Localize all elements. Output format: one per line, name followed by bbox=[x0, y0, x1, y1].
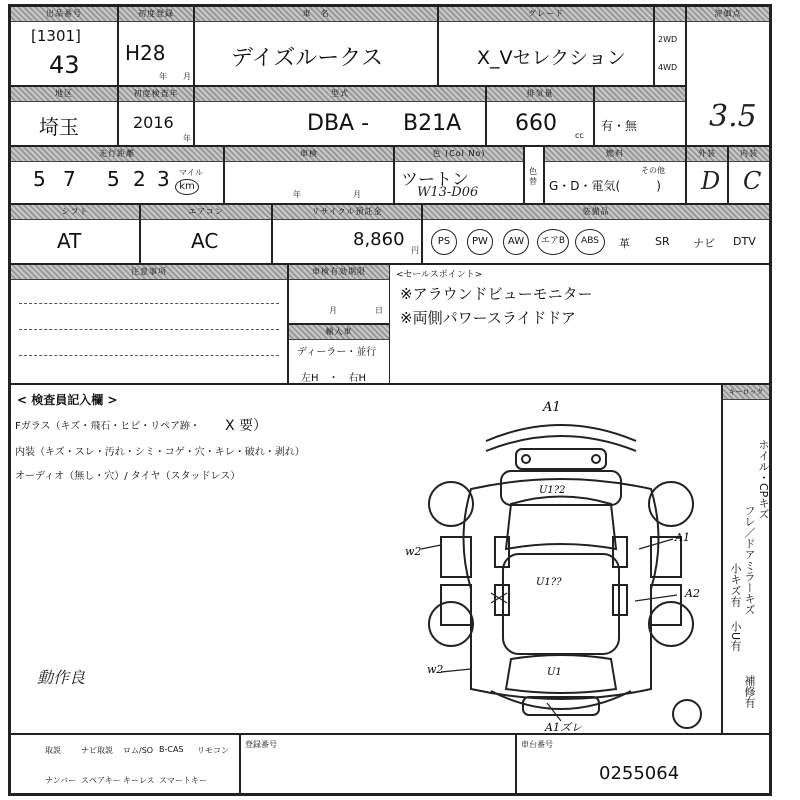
drive-2wd: 2WD bbox=[658, 35, 678, 44]
inspector-glass: Fガラス（キズ・飛石・ヒビ・リペア跡・ bbox=[15, 421, 201, 432]
damage-u1-top: U1?2 bbox=[539, 485, 566, 496]
score-box bbox=[686, 6, 770, 146]
damage-u1-bottom: U1 bbox=[547, 667, 562, 678]
region-value: 埼玉 bbox=[39, 115, 79, 139]
interior-header: 内装 bbox=[729, 147, 769, 162]
grade-header: グレード bbox=[439, 7, 653, 22]
fuel-header: 燃料 bbox=[545, 147, 685, 162]
side-note-4: 小U有 bbox=[729, 621, 742, 652]
side-note-5: 補修有 bbox=[743, 675, 756, 708]
sales-box bbox=[390, 264, 770, 384]
shaken-y: 年 bbox=[293, 190, 301, 199]
reg-header: 登録番号 bbox=[245, 740, 277, 749]
color-code: W13-D06 bbox=[417, 185, 479, 200]
equip-abs: ABS bbox=[575, 229, 605, 255]
sales-point-2: ※両側パワースライドドア bbox=[400, 309, 576, 327]
fuel-other: その他 bbox=[641, 166, 665, 175]
km-digit-4: 3 bbox=[157, 167, 170, 191]
expiry-header: 車検有効期限 bbox=[289, 265, 389, 280]
equipment-box bbox=[422, 204, 770, 264]
equip-ps: PS bbox=[431, 229, 457, 255]
km-unit-mile: マイル bbox=[179, 168, 203, 177]
drive-box bbox=[654, 6, 686, 86]
km-digit-0: 5 bbox=[33, 167, 46, 191]
lot-header: 出品番号 bbox=[11, 7, 117, 22]
damage-a1-top: A1 bbox=[543, 400, 561, 415]
km-unit-km: km bbox=[175, 179, 199, 195]
reg-box bbox=[240, 734, 516, 794]
year-m: 月 bbox=[183, 72, 191, 81]
cc-box bbox=[486, 86, 594, 146]
lot-number: [1301] bbox=[31, 27, 81, 45]
equip-sr: SR bbox=[655, 235, 670, 248]
km-digit-2: 5 bbox=[107, 167, 120, 191]
aircon-value: AC bbox=[191, 229, 219, 253]
inspector-hand-note: 動作良 bbox=[37, 668, 86, 687]
fuel-box bbox=[544, 146, 686, 204]
key-header: キーロック bbox=[723, 385, 769, 400]
side-note-3: 小キズ有 bbox=[729, 563, 742, 607]
notes-line bbox=[19, 329, 279, 330]
equip-navi: ナビ bbox=[693, 237, 715, 250]
side-note-2: フレ／ドアミラーキズ bbox=[743, 505, 756, 615]
footer-item: リモコン bbox=[197, 746, 229, 755]
recycle-unit: 円 bbox=[411, 246, 419, 255]
expiry-m: 月 bbox=[329, 306, 337, 315]
cc-header: 排気量 bbox=[487, 87, 593, 102]
notes-box bbox=[10, 264, 288, 384]
year-era: H28 bbox=[125, 41, 166, 65]
footer-checklist bbox=[10, 734, 240, 794]
drive-header bbox=[655, 7, 685, 22]
equip-aw: AW bbox=[503, 229, 529, 255]
damage-a1-bottom: A1ズレ bbox=[545, 721, 582, 734]
trans-label: 色替 bbox=[529, 167, 537, 186]
grade-value: X_Vセレクション bbox=[477, 47, 626, 69]
grade-box bbox=[438, 6, 654, 86]
year-box bbox=[118, 6, 194, 86]
aircon-box bbox=[140, 204, 272, 264]
damage-a1-right: A1 bbox=[675, 531, 690, 544]
color-header: 色 (Col No) bbox=[395, 147, 523, 162]
ext-score-header: 外装 bbox=[687, 147, 727, 162]
notes-line bbox=[19, 355, 279, 356]
inspector-header: < 検査員記入欄 > bbox=[17, 393, 118, 407]
cc-unit: cc bbox=[575, 131, 584, 140]
expiry-d: 日 bbox=[375, 306, 383, 315]
inspection-sheet bbox=[8, 4, 772, 796]
model-value2: B21A bbox=[403, 111, 462, 136]
lot-box bbox=[10, 6, 118, 86]
ext-score-value: D bbox=[701, 167, 721, 195]
fiscal-value: 2016 bbox=[133, 113, 174, 132]
region-box bbox=[10, 86, 118, 146]
yesno-box bbox=[594, 86, 686, 146]
model-value: DBA - bbox=[307, 111, 370, 136]
damage-w2-left: w2 bbox=[405, 545, 422, 558]
recycle-box bbox=[272, 204, 422, 264]
car-diagram bbox=[405, 389, 711, 734]
drive-4wd: 4WD bbox=[658, 63, 678, 72]
import-header: 輸入車 bbox=[289, 325, 389, 340]
interior-value: C bbox=[743, 167, 762, 195]
shift-value: AT bbox=[57, 229, 82, 253]
equip-pw: PW bbox=[467, 229, 493, 255]
equipment-header: 装備品 bbox=[423, 205, 769, 220]
score-value: 3.5 bbox=[709, 99, 757, 134]
footer-item: B-CAS bbox=[159, 745, 184, 754]
color-value: ツートン bbox=[401, 170, 469, 190]
region-header: 地区 bbox=[11, 87, 117, 102]
sales-point-1: ※アラウンドビューモニター bbox=[400, 285, 593, 303]
model-header: 型式 bbox=[195, 87, 485, 102]
equip-airbag: エアB bbox=[537, 229, 569, 255]
footer-item: ロム/SO bbox=[123, 746, 154, 755]
trans-box bbox=[524, 146, 544, 204]
km-box bbox=[10, 146, 224, 204]
expiry-box bbox=[288, 264, 390, 324]
car-name: デイズルークス bbox=[231, 46, 384, 71]
equip-leather: 革 bbox=[619, 237, 630, 250]
aircon-header: エアコン bbox=[141, 205, 271, 220]
footer-item: 取説 bbox=[45, 746, 61, 755]
inspector-interior: 内装（キズ・スレ・汚れ・シミ・コゲ・穴・キレ・破れ・剥れ） bbox=[15, 447, 305, 458]
side-notes-box bbox=[722, 384, 770, 734]
damage-w2-bottom: w2 bbox=[427, 663, 444, 676]
fuel-value: G・D・電気( ) bbox=[549, 179, 661, 193]
car-header: 車 名 bbox=[195, 7, 437, 22]
footer-item: ナビ取説 bbox=[81, 746, 113, 755]
yesno-header bbox=[595, 87, 685, 102]
import-handle: 左H ・ 右H bbox=[301, 373, 367, 384]
color-box bbox=[394, 146, 524, 204]
shift-header: シフト bbox=[11, 205, 139, 220]
inspector-glass-mark: X 要） bbox=[225, 418, 268, 434]
km-header: 走行距離 bbox=[11, 147, 223, 162]
year-y: 年 bbox=[159, 72, 167, 81]
recycle-value: 8,860 bbox=[353, 229, 405, 250]
frame-box bbox=[516, 734, 770, 794]
notes-line bbox=[19, 303, 279, 304]
recycle-header: リサイクル預託金 bbox=[273, 205, 421, 220]
cc-value: 660 bbox=[515, 111, 557, 136]
km-digit-3: 2 bbox=[133, 167, 146, 191]
side-note-1: ホイル・CPキズ bbox=[757, 439, 770, 520]
footer-item: キーレス bbox=[123, 776, 155, 785]
fiscal-y: 年 bbox=[183, 134, 191, 143]
shift-box bbox=[10, 204, 140, 264]
interior-box bbox=[728, 146, 770, 204]
import-box bbox=[288, 324, 390, 384]
frame-header: 車台番号 bbox=[521, 740, 553, 749]
fiscal-box bbox=[118, 86, 194, 146]
footer-item: スペアキー bbox=[81, 776, 121, 785]
damage-u1-mid: U1?? bbox=[536, 577, 562, 588]
inspector-audio: オーディオ（無し・穴）/ タイヤ（スタッドレス） bbox=[15, 471, 241, 482]
footer-item: スマートキー bbox=[159, 776, 207, 785]
yesno-value: 有・無 bbox=[601, 119, 638, 133]
shaken-m: 月 bbox=[353, 190, 361, 199]
damage-a2-right: A2 bbox=[685, 587, 700, 600]
car-name-box bbox=[194, 6, 438, 86]
shaken-header: 車検 bbox=[225, 147, 393, 162]
model-box bbox=[194, 86, 486, 146]
score-header: 評価点 bbox=[687, 7, 769, 22]
notes-header: 注意事項 bbox=[11, 265, 287, 280]
sales-header: <セールスポイント> bbox=[396, 270, 483, 280]
shaken-box bbox=[224, 146, 394, 204]
fiscal-header: 初度検査年 bbox=[119, 87, 193, 102]
inspector-box bbox=[10, 384, 722, 734]
footer-item: ナンバー bbox=[45, 776, 77, 785]
import-dealer: ディーラー・並行 bbox=[297, 347, 377, 358]
ext-score-box bbox=[686, 146, 728, 204]
km-digit-1: 7 bbox=[63, 167, 76, 191]
lot-sub: 43 bbox=[49, 51, 80, 79]
frame-number: 0255064 bbox=[599, 763, 680, 784]
year-header: 初度登録 bbox=[119, 7, 193, 22]
equip-dtv: DTV bbox=[733, 235, 756, 248]
